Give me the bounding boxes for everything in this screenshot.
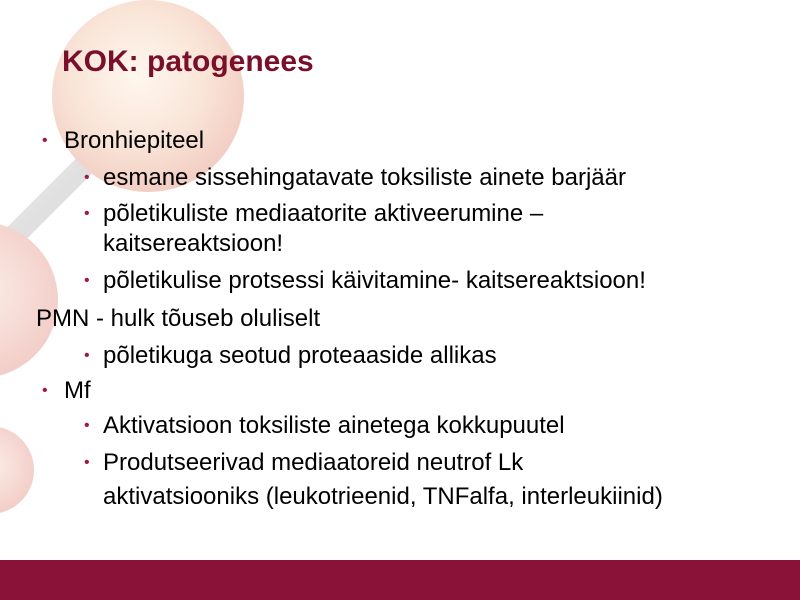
footer-bar — [0, 560, 800, 600]
list-item: põletikulise protsessi käivitamine- kaitsereaktsioon! — [103, 267, 646, 294]
list-item: põletikuga seotud proteaaside allikas — [103, 342, 497, 369]
list-item: PMN - hulk tõuseb oluliselt — [36, 305, 321, 332]
bullet-marker: • — [84, 454, 90, 471]
list-item-continuation: kaitsereaktsioon! — [103, 230, 284, 257]
list-item-continuation: aktivatsiooniks (leukotrieenid, TNFalfa, interleukiinid) — [103, 483, 663, 510]
bullet-marker: • — [84, 169, 90, 186]
list-item: Aktivatsioon toksiliste ainetega kokkupuutel — [103, 412, 565, 439]
list-item: esmane sissehingatavate toksiliste ainete barjäär — [103, 164, 626, 191]
bullet-marker: • — [42, 382, 48, 399]
slide-title: KOK: patogenees — [62, 45, 314, 78]
list-item: Produtseerivad mediaatoreid neutrof Lk — [103, 449, 524, 476]
bullet-marker: • — [42, 132, 48, 149]
list-item: põletikuliste mediaatorite aktiveerumine – — [103, 200, 544, 227]
bullet-marker: • — [84, 272, 90, 289]
bullet-marker: • — [84, 205, 90, 222]
list-item: Bronhiepiteel — [64, 127, 205, 154]
bullet-marker: • — [84, 347, 90, 364]
list-item: Mf — [64, 377, 91, 404]
bullet-marker: • — [84, 417, 90, 434]
